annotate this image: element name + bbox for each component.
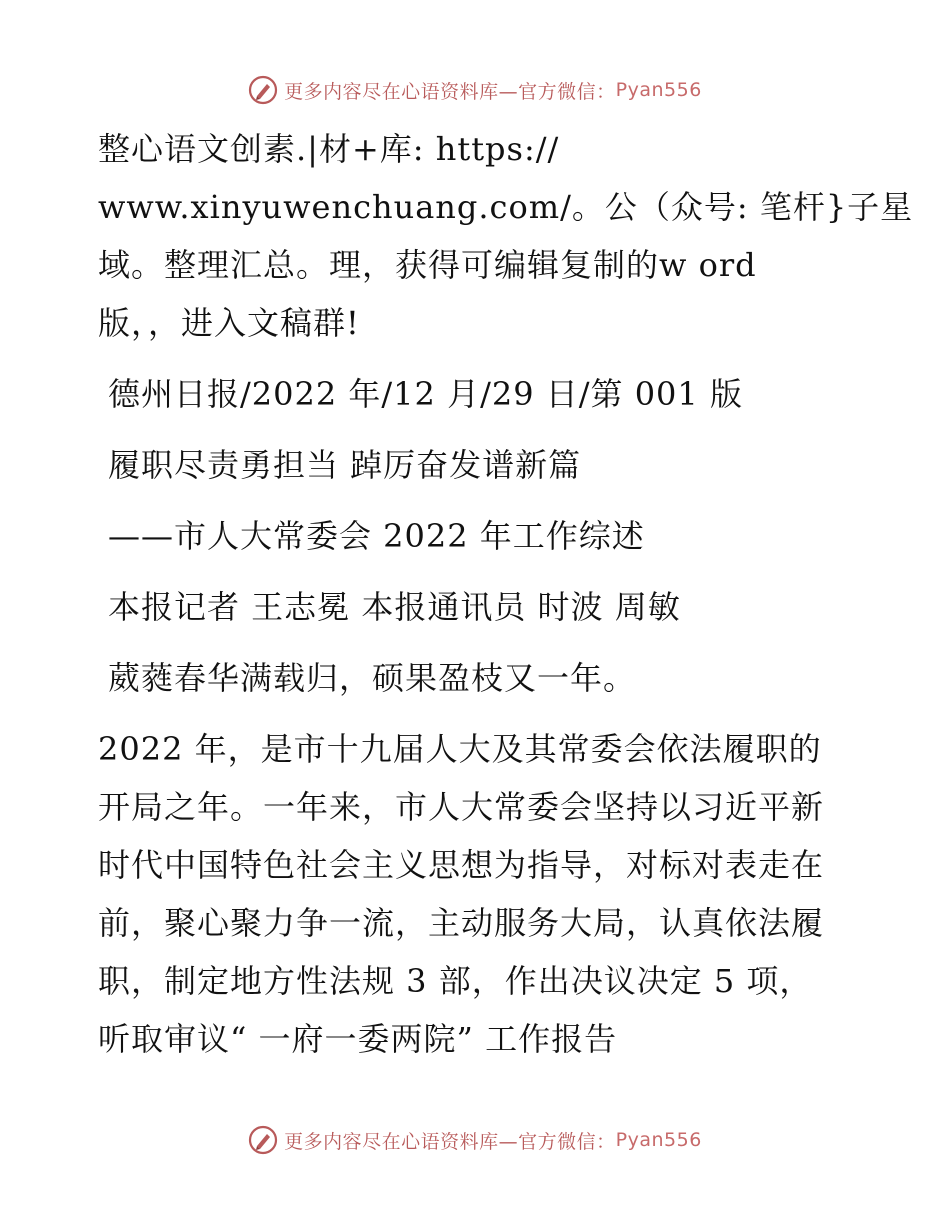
banner-wechat-id: Pyan556: [615, 79, 702, 101]
header-banner: [0, 72, 950, 108]
intro-line: 整心语文创素.|材+库: https://: [98, 130, 560, 168]
banner-wechat-id: Pyan556: [615, 1129, 702, 1151]
banner-text: 更多内容尽在心语资料库—官方微信：: [284, 80, 616, 103]
intro-line: www.xinyuwenchuang.com/。公（众号: 笔杆}子星: [98, 188, 914, 226]
byline: 本报记者 王志冕 本报通讯员 时波 周敏: [108, 588, 681, 626]
subheadline: ——市人大常委会 2022 年工作综述: [108, 517, 645, 555]
pen-logo-icon: [248, 1125, 278, 1155]
body-paragraph: [98, 720, 858, 1068]
intro-paragraph: [98, 120, 914, 352]
footer-banner: [0, 1122, 950, 1158]
document-body: [98, 120, 914, 1081]
body-line: 时代中国特色社会主义思想为指导，对标对表走在: [98, 846, 825, 884]
dateline: 德州日报/2022 年/12 月/29 日/第 001 版: [108, 375, 743, 413]
body-line: 职，制定地方性法规 3 部，作出决议决定 5 项，: [98, 962, 813, 1000]
intro-line: 版，，进入文稿群!: [98, 304, 360, 342]
headline: 履职尽责勇担当 踔厉奋发谱新篇: [108, 446, 582, 484]
body-line: 2022 年，是市十九届人大及其常委会依法履职的: [98, 730, 822, 768]
pen-logo-icon: [248, 75, 278, 105]
body-line: 前，聚心聚力争一流，主动服务大局，认真依法履: [98, 904, 825, 942]
intro-line: 域。整理汇总。理，获得可编辑复制的w ord: [98, 246, 757, 284]
body-line: 听取审议“ 一府一委两院” 工作报告: [98, 1020, 618, 1058]
lead-paragraph: 葳蕤春华满载归，硕果盈枝又一年。: [108, 659, 637, 697]
body-line: 开局之年。一年来，市人大常委会坚持以习近平新: [98, 788, 825, 826]
banner-text: 更多内容尽在心语资料库—官方微信：: [284, 1130, 616, 1153]
